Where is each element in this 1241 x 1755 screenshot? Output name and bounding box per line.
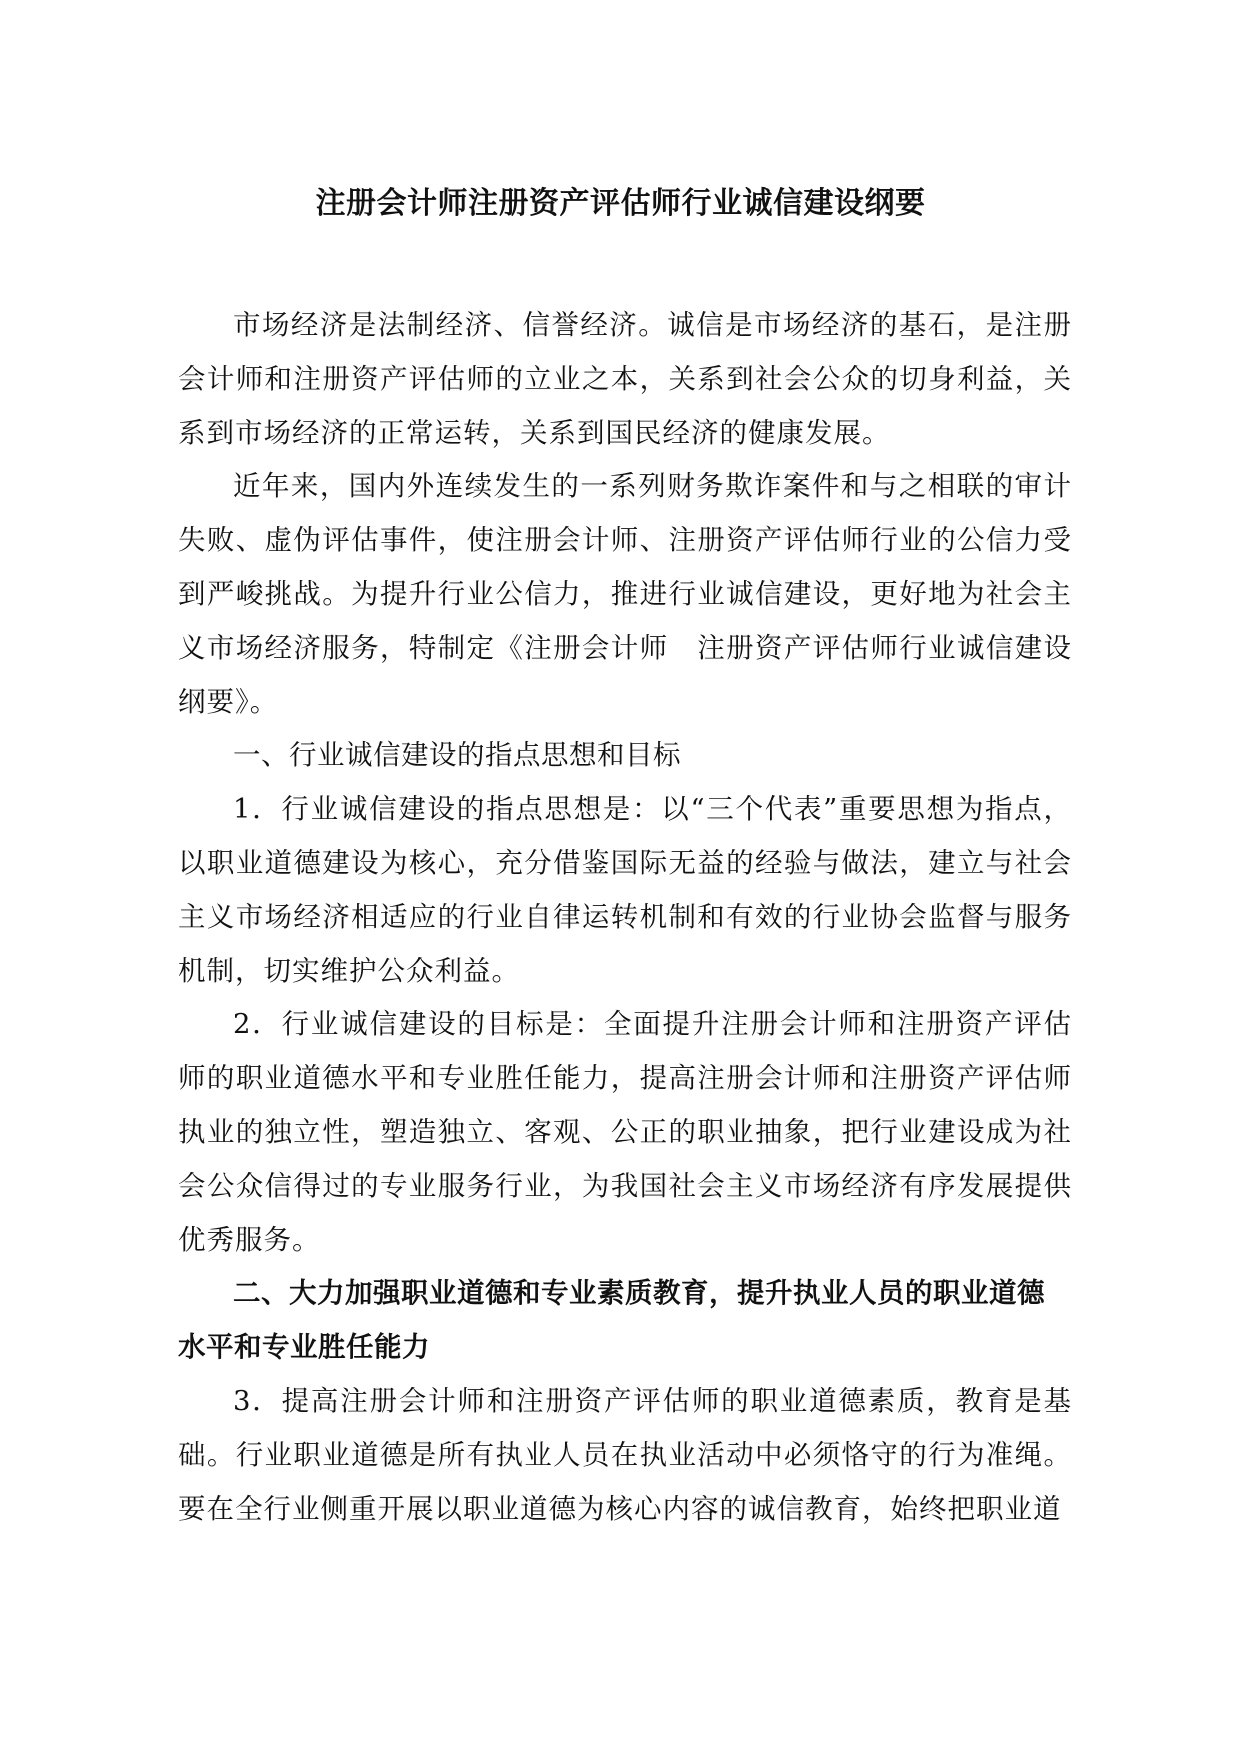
section-heading-1: 一、行业诚信建设的指点思想和目标 xyxy=(233,739,681,772)
paragraph-item-1: 1．行业诚信建设的指点思想是：以“三个代表”重要思想为指点，以职业道德建设为核心，充分借鉴国际无益的经验与做法，建立与社会主义市场经济相适应的行业自律运转机制和有效的行业协会监督与服务机制，切实维护公众利益。 xyxy=(178,793,1072,987)
paragraph-item-2: 2．行业诚信建设的目标是：全面提升注册会计师和注册资产评估师的职业道德水平和专业胜任能力，提高注册会计师和注册资产评估师执业的独立性，塑造独立、客观、公正的职业抽象，把行业建设成为社会公众信得过的专业服务行业，为我国社会主义市场经济有序发展提供优秀服务。 xyxy=(178,1008,1072,1256)
document-body xyxy=(178,299,1072,1536)
paragraph-background: 近年来，国内外连续发生的一系列财务欺诈案件和与之相联的审计失败、虚伪评估事件，使注册会计师、注册资产评估师行业的公信力受到严峻挑战。为提升行业公信力，推进行业诚信建设，更好地为社会主义市场经济服务，特制定《注册会计师 注册资产评估师行业诚信建设纲要》。 xyxy=(178,470,1072,718)
paragraph-item-3: 3．提高注册会计师和注册资产评估师的职业道德素质，教育是基础。行业职业道德是所有执业人员在执业活动中必须恪守的行为准绳。要在全行业侧重开展以职业道德为核心内容的诚信教育，始终把职业道 xyxy=(178,1384,1072,1525)
section-heading-2: 二、大力加强职业道德和专业素质教育，提升执业人员的职业道德水平和专业胜任能力 xyxy=(178,1277,1045,1364)
paragraph-intro: 市场经济是法制经济、信誉经济。诚信是市场经济的基石，是注册会计师和注册资产评估师的立业之本，关系到社会公众的切身利益，关系到市场经济的正常运转，关系到国民经济的健康发展。 xyxy=(178,309,1072,449)
document-title: 注册会计师注册资产评估师行业诚信建设纲要 xyxy=(315,186,926,221)
